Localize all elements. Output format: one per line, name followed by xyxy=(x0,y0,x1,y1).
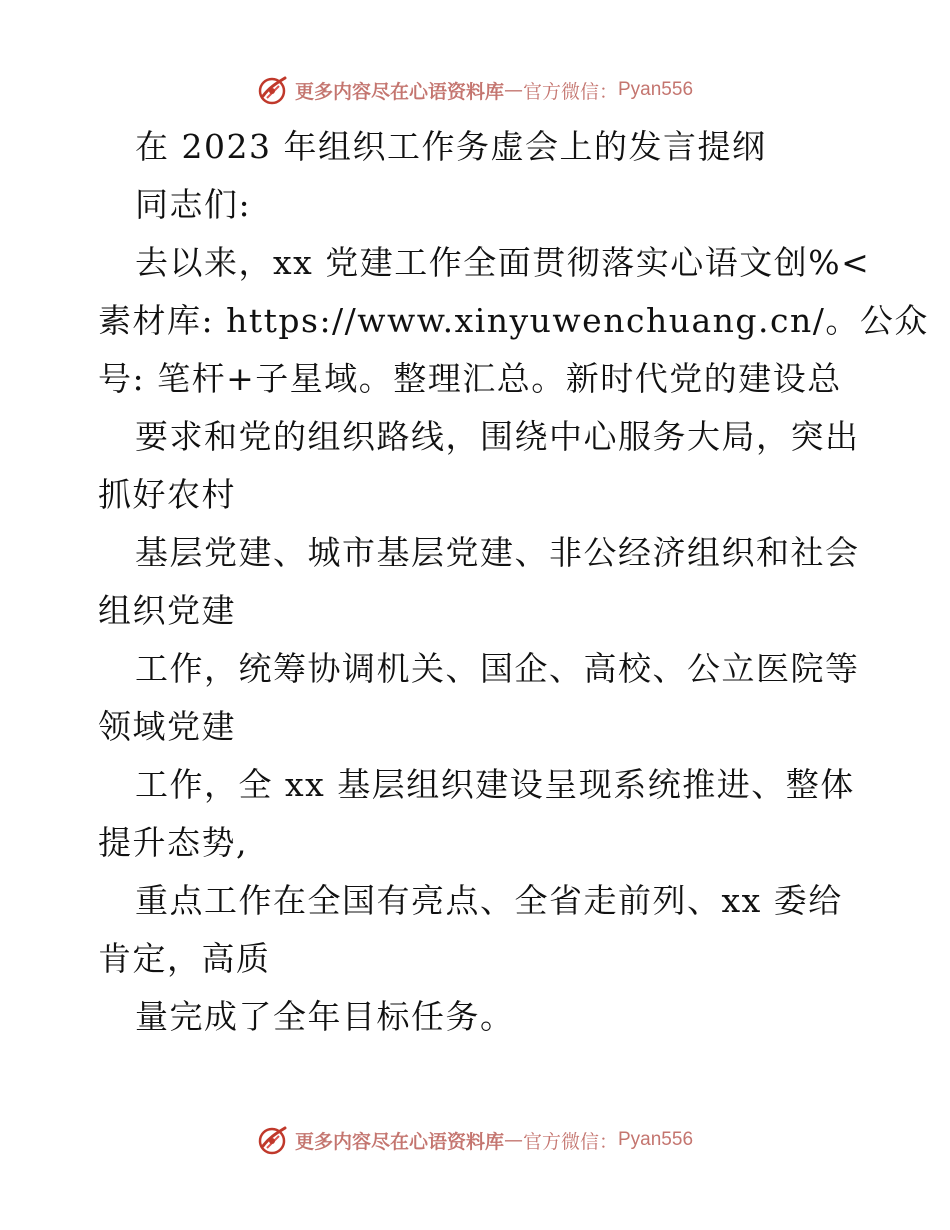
watermark-wechat-id: Pyan556 xyxy=(618,1129,694,1150)
header-watermark xyxy=(0,70,950,110)
text-line: 提升态势, xyxy=(98,823,248,862)
footer-watermark xyxy=(0,1120,950,1160)
red-brush-seal-icon xyxy=(257,74,289,106)
text-line: 基层党建、城市基层党建、非公经济组织和社会 xyxy=(135,533,860,572)
text-line: 领域党建 xyxy=(98,707,236,746)
text-line: 量完成了全年目标任务。 xyxy=(135,997,515,1036)
text-line: 要求和党的组织路线，围绕中心服务大局，突出 xyxy=(135,417,860,456)
text-line: 工作，统筹协调机关、国企、高校、公立医院等 xyxy=(135,649,860,688)
watermark-main-text: 更多内容尽在心语资料库 xyxy=(294,1130,504,1153)
watermark-wechat-label: 官方微信： xyxy=(522,1130,618,1153)
document-title: 在 2023 年组织工作务虚会上的发言提纲 xyxy=(135,127,767,166)
watermark-dash: — xyxy=(503,1129,523,1151)
text-line: 组织党建 xyxy=(98,591,236,630)
text-line: 重点工作在全国有亮点、全省走前列、xx 委给 xyxy=(135,881,843,920)
text-line: 肯定，高质 xyxy=(98,939,271,978)
text-line: 号: 笔杆+子星域。整理汇总。新时代党的建设总 xyxy=(98,359,842,398)
text-line: 抓好农村 xyxy=(98,475,236,514)
watermark-main-text: 更多内容尽在心语资料库 xyxy=(294,80,504,103)
watermark-wechat-label: 官方微信： xyxy=(522,80,618,103)
salutation: 同志们: xyxy=(135,185,252,224)
watermark-wechat-id: Pyan556 xyxy=(618,79,694,100)
text-line: 工作，全 xx 基层组织建设呈现系统推进、整体 xyxy=(135,765,855,804)
text-line: 素材库: https://www.xinyuwenchuang.cn/。公众 xyxy=(98,301,929,340)
document-body xyxy=(98,118,929,1046)
watermark-dash: — xyxy=(503,79,523,101)
red-brush-seal-icon xyxy=(257,1124,289,1156)
text-line: 去以来，xx 党建工作全面贯彻落实心语文创%< xyxy=(135,243,871,282)
